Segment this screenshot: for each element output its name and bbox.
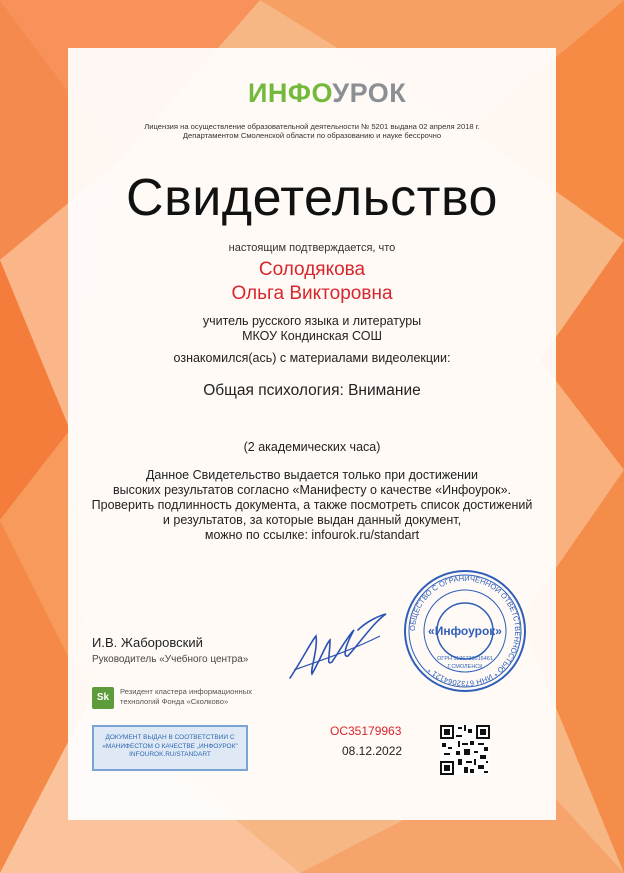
company-seal: [402, 568, 528, 694]
validity-note: [68, 468, 556, 543]
logo-part-info: ИНФО: [248, 78, 333, 108]
recipient-name: [68, 258, 556, 306]
seal-ring-text: ОБЩЕСТВО С ОГРАНИЧЕННОЙ ОТВЕТСТВЕННОСТЬЮ * ИНН 6732064121 *: [407, 573, 523, 689]
signer-name: И.В. Жаборовский: [92, 635, 203, 650]
course-title: Общая психология: Внимание: [203, 382, 421, 399]
note-line[interactable]: можно по ссылке: infourok.ru/standart: [204, 528, 420, 542]
manifest-line-2: «МАНИФЕСТОМ О КАЧЕСТВЕ „ИНФОУРОК": [102, 742, 238, 750]
skolkovo-line-1: Резидент кластера информационных: [120, 687, 253, 696]
seal-ogrn-text: ОГРН 1136733016461: [437, 656, 493, 662]
qr-code-icon[interactable]: [440, 725, 490, 775]
license-text: [68, 122, 556, 140]
manifest-line-3: INFOUROK.RU/STANDART: [129, 751, 211, 758]
course-hours: (2 академических часа): [243, 440, 381, 454]
logo-part-urok: УРОК: [332, 78, 407, 108]
skolkovo-text: [120, 687, 252, 707]
infourok-logo: [68, 78, 556, 112]
license-line-1: Лицензия на осуществление образовательной деятельности № 5201 выдана 02 апреля 2018 г.: [144, 122, 480, 131]
position-line-2: МКОУ Кондинская СОШ: [242, 329, 382, 343]
document-number: ОС35179963: [330, 724, 402, 738]
note-line: Проверить подлинность документа, а также посмотреть список достижений: [91, 498, 533, 512]
recipient-surname: Солодякова: [258, 259, 366, 280]
manifest-badge[interactable]: [92, 725, 248, 771]
note-line: и результатов, за которые выдан данный документ,: [162, 513, 462, 527]
confirm-text: настоящим подтверждается, что: [228, 242, 396, 254]
seal-city-text: Г.СМОЛЕНСК: [447, 664, 483, 670]
note-line: высоких результатов согласно «Манифесту о качестве «Инфоурок».: [113, 483, 511, 497]
recipient-position: [68, 314, 556, 344]
signer-role: Руководитель «Учебного центра»: [92, 654, 249, 665]
position-line-1: учитель русского языка и литературы: [202, 314, 422, 328]
document-date: 08.12.2022: [342, 744, 403, 758]
acquainted-text: ознакомился(ась) с материалами видеолекции:: [173, 351, 451, 365]
license-line-2: Департаментом Смоленской области по образованию и науке бессрочно: [182, 131, 442, 140]
recipient-given-names: Ольга Викторовна: [231, 283, 393, 304]
certificate-title: Свидетельство: [126, 169, 498, 227]
handwritten-signature: [282, 600, 392, 690]
note-line: Данное Свидетельство выдается только при достижении: [145, 468, 479, 482]
certificate-sheet: [68, 48, 556, 820]
seal-center-text: «Инфоурок»: [428, 624, 502, 638]
skolkovo-line-2: технологий Фонда «Сколково»: [120, 697, 229, 706]
skolkovo-logo-icon: Sk: [92, 687, 114, 709]
manifest-line-1: ДОКУМЕНТ ВЫДАН В СООТВЕТСТВИИ С: [105, 734, 235, 741]
